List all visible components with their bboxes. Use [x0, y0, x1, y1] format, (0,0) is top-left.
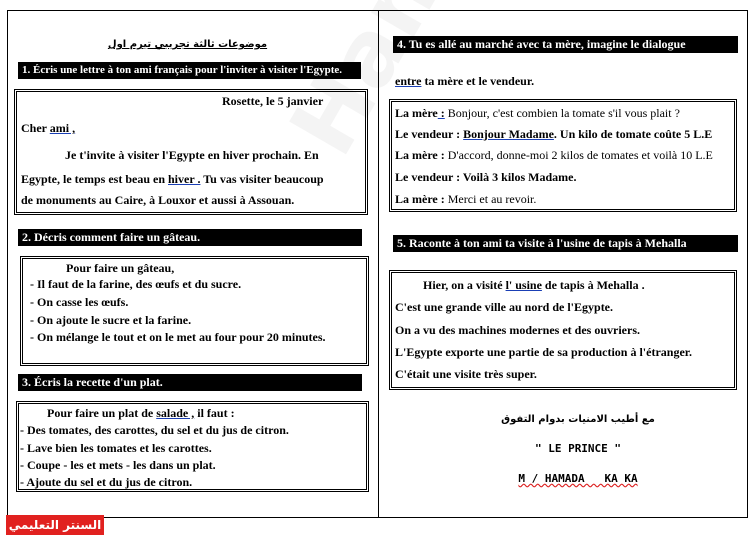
q5-line1-end: de tapis à Mehalla . [541, 278, 645, 292]
q3-step-2: - Lave bien les tomates et les carottes. [20, 441, 212, 455]
q4-line2-sep: : [453, 127, 464, 141]
q1-body-line-1: Je t'invite à visiter l'Egypte en hiver prochain. En [65, 148, 319, 162]
q4-line2-text: Bonjour Madame [463, 127, 554, 141]
q1-line2-end: Tu vas visiter beaucoup [200, 172, 324, 186]
q3-intro-word: salade , [156, 406, 195, 420]
q1-line2-word: hiver . [168, 172, 201, 186]
q5-line-1 [423, 278, 645, 293]
q1-greeting [21, 121, 75, 136]
q3-step-1: - Des tomates, des carottes, du sel et du jus de citron. [20, 423, 289, 437]
q3-intro-start: Pour faire un plat de [47, 406, 157, 420]
q1-line2-start: Egypte, le temps est beau en [21, 172, 168, 186]
q5-line-4: L'Egypte exporte une partie de sa production à l'étranger. [395, 345, 692, 359]
q2-step-3: - On ajoute le sucre et la farine. [30, 313, 192, 327]
q3-intro [47, 406, 235, 421]
q4-title-cont-end: ta mère et le vendeur. [421, 74, 535, 88]
q1-place-date: Rosette, le 5 janvier [222, 94, 324, 108]
q4-dialogue-line-5 [395, 192, 536, 207]
q4-line3-text: D'accord, donne-moi 2 kilos de tomates et voilà 10 L.E [444, 148, 713, 162]
q4-line1-speaker: La mère [395, 106, 438, 120]
q4-line3-sep: : [437, 148, 445, 162]
page-header-title: موضوعات ثالثة تجريبي تيرم اول [107, 39, 268, 50]
q4-line3-speaker: La mère [395, 148, 438, 162]
q4-line4-text: Voilà 3 kilos Madame. [462, 170, 577, 184]
q2-intro: Pour faire un gâteau, [66, 261, 175, 275]
q1-body-line-2 [21, 172, 324, 187]
q2-step-2: - On casse les œufs. [30, 295, 129, 309]
q5-line-2: C'est une grande ville au nord de l'Egypte. [395, 300, 614, 314]
q4-dialogue-line-1 [395, 106, 680, 121]
q1-title-bar: 1. Écris une lettre à ton ami français pour l'inviter à visiter l'Egypte. [18, 62, 361, 79]
q4-line2-speaker: Le vendeur [395, 127, 454, 141]
q4-title-continued [395, 74, 534, 89]
q4-dialogue-line-2 [395, 127, 712, 142]
column-divider [378, 10, 379, 518]
q4-dialogue-line-3 [395, 148, 713, 163]
q4-line1-sep: : [437, 106, 445, 120]
signature-nickname: " LE PRINCE " [534, 442, 622, 455]
q4-title-bar: 4. Tu es allé au marché avec ta mère, imagine le dialogue [393, 36, 738, 53]
q5-title-bar: 5. Raconte à ton ami ta visite à l'usine de tapis à Mehalla [393, 235, 738, 252]
q5-line1-word: l' usine [505, 278, 542, 292]
q4-line5-text: Merci et au revoir. [444, 192, 537, 206]
q4-title-cont-word: entre [395, 74, 422, 88]
q1-greeting-word: ami , [49, 121, 76, 135]
q4-line5-sep: : [437, 192, 445, 206]
q2-title-bar: 2. Décris comment faire un gâteau. [18, 229, 362, 246]
q1-body-line-3: de monuments au Caire, à Louxor et aussi à Assouan. [21, 193, 295, 207]
q5-line-5: C'était une visite très super. [395, 367, 537, 381]
q4-line2-tail: . Un kilo de tomate coûte 5 L.E [553, 127, 713, 141]
q3-step-4: - Ajoute du sel et du jus de citron. [20, 475, 193, 489]
center-logo: السنتر التعليمي [6, 515, 104, 535]
q4-line5-speaker: La mère [395, 192, 438, 206]
q4-line4-sep: : [453, 170, 463, 184]
signature-name: M / HAMADA KA KA [518, 472, 638, 485]
q4-line1-text: Bonjour, c'est combien la tomate s'il vous plait ? [444, 106, 680, 120]
q5-line-3: On a vu des machines modernes et des ouvriers. [395, 323, 640, 337]
q4-line4-speaker: Le vendeur [395, 170, 454, 184]
q3-title-bar: 3. Écris la recette d'un plat. [18, 374, 362, 391]
q5-line1-start: Hier, on a visité [423, 278, 506, 292]
q3-intro-end: il faut : [194, 406, 235, 420]
q2-step-1: - Il faut de la farine, des œufs et du sucre. [30, 277, 242, 291]
signature-wish: مع أطيب الامنيات بدوام التفوق [501, 414, 655, 425]
q2-step-4: - On mélange le tout et on le met au four pour 20 minutes. [30, 330, 326, 344]
q3-step-3: - Coupe - les et mets - les dans un plat. [20, 458, 216, 472]
q1-greeting-start: Cher [21, 121, 50, 135]
q4-dialogue-line-4 [395, 170, 576, 185]
